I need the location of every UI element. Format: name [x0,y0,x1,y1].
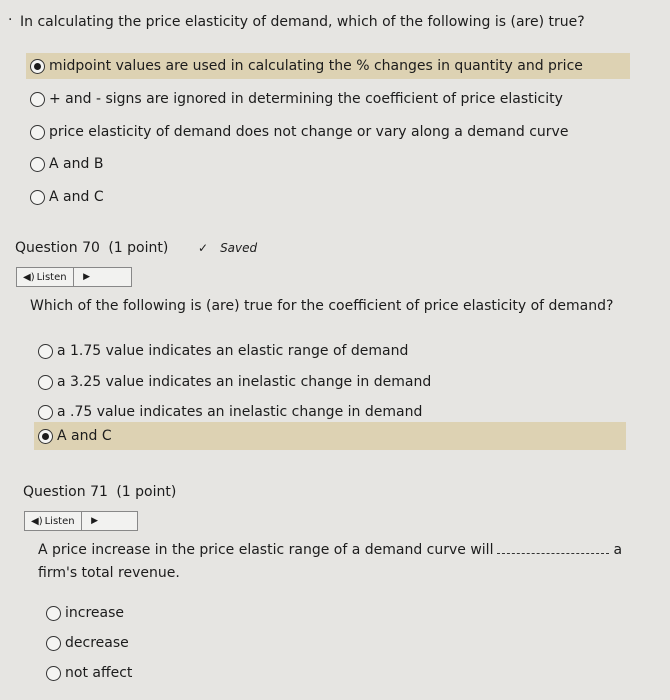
radio-button[interactable] [38,344,53,359]
listen-button[interactable] [25,512,82,530]
option-label: a .75 value indicates an inelastic change in demand [57,404,423,420]
q69-option-d[interactable] [26,151,103,177]
saved-status [198,241,257,255]
question-text-part1: A price increase in the price elastic range of a demand curve will [38,542,494,558]
q71-option-a[interactable] [42,600,124,626]
option-label: midpoint values are used in calculating the % changes in quantity and price [49,58,583,74]
radio-button[interactable] [30,125,45,140]
q70-option-a[interactable] [34,338,408,364]
option-label: + and - signs are ignored in determining the coefficient of price elasticity [49,91,563,107]
radio-button[interactable] [30,92,45,107]
listen-widget [16,267,132,287]
question-71-header [23,484,176,500]
question-71-text-line2: firm's total revenue. [38,565,180,581]
option-label: increase [65,605,125,621]
question-points: (1 point) [116,484,177,500]
radio-button[interactable] [46,636,61,651]
question-70-header [15,240,168,256]
radio-button-selected[interactable] [38,429,53,444]
radio-button[interactable] [30,157,45,172]
option-label: A and C [57,428,112,444]
radio-dot-icon [34,63,41,70]
q70-option-b[interactable] [34,369,431,395]
question-points: (1 point) [108,240,169,256]
radio-dot-icon [42,433,49,440]
option-label: a 3.25 value indicates an inelastic change in demand [57,374,432,390]
radio-button[interactable] [30,190,45,205]
question-text-part2: a [613,542,623,558]
q69-option-a[interactable] [26,53,630,79]
radio-button[interactable] [38,405,53,420]
listen-button[interactable] [17,268,74,286]
question-70-text: Which of the following is (are) true for the coefficient of price elasticity of demand? [30,298,614,314]
listen-widget [24,511,138,531]
radio-button[interactable] [46,606,61,621]
q69-option-e[interactable] [26,184,104,210]
q69-option-b[interactable] [26,86,563,112]
speaker-icon: ◀) [23,271,35,283]
question-71-text [38,541,622,559]
option-label: not affect [65,665,133,681]
listen-label: Listen [36,271,67,283]
question-title: Question 70 [15,240,100,256]
saved-label: Saved [220,241,258,255]
q71-option-c[interactable] [42,660,132,686]
radio-button[interactable] [46,666,61,681]
answer-blank [497,541,609,554]
option-label: A and C [49,189,104,205]
radio-button-selected[interactable] [30,59,45,74]
option-label: A and B [49,156,104,172]
option-label: price elasticity of demand does not change or vary along a demand curve [49,124,569,140]
listen-label: Listen [44,515,75,527]
speaker-icon: ◀) [31,515,43,527]
check-icon: ✓ [198,241,209,255]
option-label: decrease [65,635,129,651]
q69-option-c[interactable] [26,119,568,145]
question-bullet: · [8,12,13,28]
play-icon[interactable]: ▶ [83,272,91,282]
q71-option-b[interactable] [42,630,129,656]
play-icon[interactable]: ▶ [91,516,99,526]
q70-option-d[interactable] [34,422,626,450]
option-label: a 1.75 value indicates an elastic range of demand [57,343,409,359]
question-title: Question 71 [23,484,108,500]
radio-button[interactable] [38,375,53,390]
question-69-text: In calculating the price elasticity of demand, which of the following is (are) true? [20,14,585,30]
